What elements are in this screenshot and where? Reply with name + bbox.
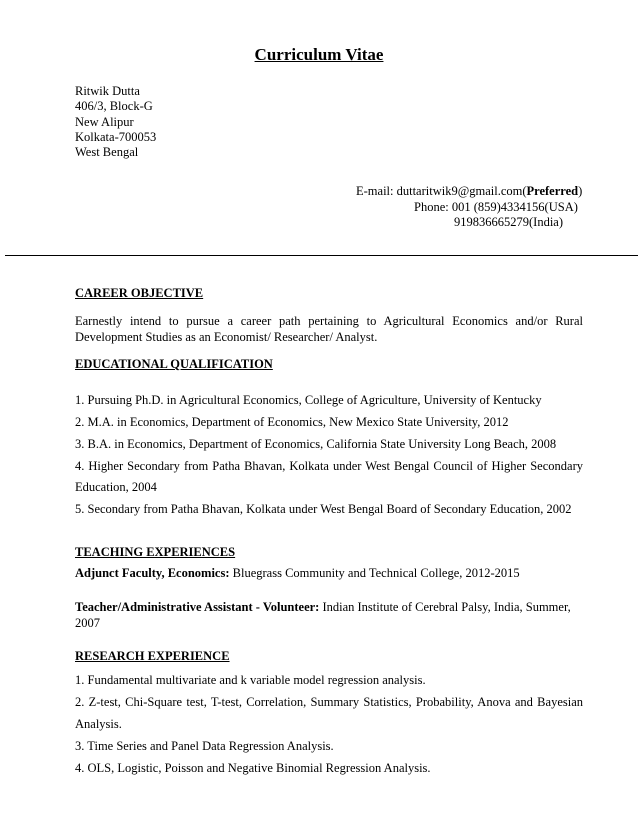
email-line (356, 184, 582, 200)
education-heading: EDUCATIONAL QUALIFICATION (75, 357, 273, 371)
research-item: 4. OLS, Logistic, Poisson and Negative Binomial Regression Analysis. (75, 761, 431, 775)
email-text: E-mail: duttaritwik9@gmail.com( (356, 184, 527, 198)
teaching-item (75, 599, 583, 631)
teaching-item-label: Adjunct Faculty, Economics: (75, 566, 230, 580)
teaching-item (75, 566, 583, 582)
email-close: ) (578, 184, 583, 198)
teaching-item-text: Indian Institute of Cerebral Palsy, India, Summer, 2007 (75, 600, 571, 630)
research-item: 1. Fundamental multivariate and k variable model regression analysis. (75, 673, 426, 687)
career-objective-heading: CAREER OBJECTIVE (75, 286, 204, 300)
research-item-continued: Analysis. (75, 717, 122, 731)
phone-india-line: 919836665279(India) (454, 215, 564, 229)
education-item: 3. B.A. in Economics, Department of Economics, California State University Long Beach, 2008 (75, 437, 557, 451)
address-line: West Bengal (75, 145, 139, 160)
teaching-item-label: Teacher/Administrative Assistant - Volunteer: (75, 600, 320, 614)
header-divider (5, 255, 638, 256)
phone-line: Phone: 001 (859)4334156(USA) (414, 199, 578, 214)
address-line: Kolkata-700053 (75, 129, 157, 144)
education-item: 2. M.A. in Economics, Department of Economics, New Mexico State University, 2012 (75, 415, 509, 429)
research-heading: RESEARCH EXPERIENCE (75, 649, 230, 663)
address-block (75, 84, 156, 160)
teaching-item-text: Bluegrass Community and Technical College, 2012-2015 (229, 566, 520, 580)
education-item: 4. Higher Secondary from Patha Bhavan, Kolkata under West Bengal Council of Higher Secondary (75, 459, 583, 473)
education-item: 1. Pursuing Ph.D. in Agricultural Economics, College of Agriculture, University of Kentucky (75, 393, 542, 407)
career-objective-text: Earnestly intend to pursue a career path pertaining to Agricultural Economics and/or Rural Development Studies as an Economist/ Researcher/ Analyst. (75, 314, 583, 344)
education-item-continued: Education, 2004 (75, 480, 157, 494)
education-item: 5. Secondary from Patha Bhavan, Kolkata under West Bengal Board of Secondary Education, 2002 (75, 502, 572, 516)
teaching-heading: TEACHING EXPERIENCES (75, 545, 236, 559)
address-line: 406/3, Block-G (75, 99, 153, 114)
candidate-name: Ritwik Dutta (75, 84, 140, 98)
research-item: 3. Time Series and Panel Data Regression Analysis. (75, 739, 334, 753)
email-preferred: Preferred (526, 184, 579, 198)
page-title: Curriculum Vitae (254, 45, 384, 64)
address-line: New Alipur (75, 114, 134, 129)
research-item: 2. Z-test, Chi-Square test, T-test, Correlation, Summary Statistics, Probability, Anova and Bayesian (75, 695, 583, 709)
